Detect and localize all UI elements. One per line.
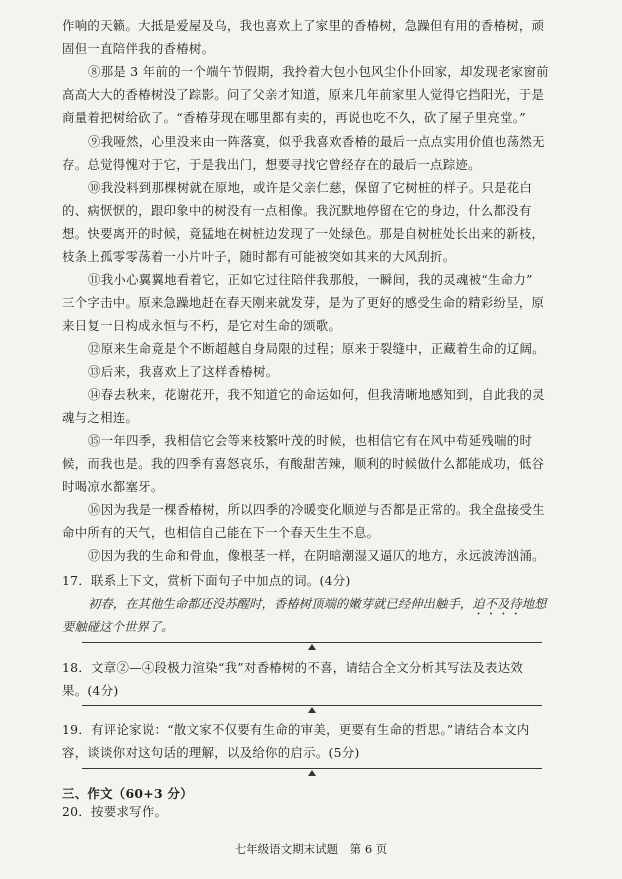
q17-sentence-part: 地想 bbox=[521, 596, 547, 611]
passage-line: 候，而我也是。我的四季有喜怒哀乐，有酸甜苦辣，顺利的时候做什么都能成功，低谷 bbox=[62, 456, 545, 471]
passage-line: 枝条上孤零零荡着一小片叶子，随时都有可能被突如其来的大风刮折。 bbox=[62, 249, 456, 264]
passage-line: 魂与之相连。 bbox=[62, 410, 139, 425]
passage-line: ⑰因为我的生命和骨血，像根茎一样，在阴暗潮湿又逼仄的地方，永远波涛汹涌。 bbox=[88, 548, 545, 563]
passage-line: 的、病恹恹的，跟印象中的树没有一点相像。我沉默地停留在它的身边，什么都没有 bbox=[62, 203, 532, 218]
answer-line bbox=[82, 768, 542, 769]
passage-line: 高高大大的香椿树没了踪影。问了父亲才知道，原来几年前家里人觉得它挡阳光，于是 bbox=[62, 87, 545, 102]
q17-sentence-part: 初春，在其他生命都还没苏醒时，香椿树顶端的嫩芽就已经伸出触手， bbox=[88, 596, 473, 611]
question-17-prompt: 17．联系上下文，赏析下面句子中加点的词。(4分) bbox=[62, 573, 351, 588]
question-17-sentence-end: 要触碰这个世界了。 bbox=[62, 619, 174, 634]
passage-line: ⑮一年四季，我相信它会等来枝繁叶茂的时候，也相信它有在风中苟延残喘的时 bbox=[88, 433, 533, 448]
passage-line: 命中所有的天气，也相信自己能在下一个春天生生不息。 bbox=[62, 525, 380, 540]
question-19-line: 19．有评论家说：“散文家不仅要有生命的审美，更要有生命的哲思。”请结合本文内 bbox=[62, 722, 530, 737]
passage-line: ⑪我小心翼翼地看着它，正如它过往陪伴我那般，一瞬间，我的灵魂被“生命力” bbox=[88, 272, 533, 287]
triangle-marker-icon bbox=[308, 707, 316, 713]
page-footer: 七年级语文期末试题 第 6 页 bbox=[234, 842, 388, 856]
question-17-sentence bbox=[88, 596, 546, 618]
answer-line bbox=[82, 642, 542, 643]
section-3-heading: 三、作文（60+3 分） bbox=[62, 786, 193, 801]
passage-line: ⑨我哑然，心里没来由一阵落寞，似乎我喜欢香椿的最后一点点实用价值也荡然无 bbox=[88, 134, 545, 149]
passage-line: ⑫原来生命竟是个不断超越自身局限的过程；原来于裂缝中，正藏着生命的辽阔。 bbox=[88, 341, 545, 356]
passage-line: 存。总觉得愧对于它，于是我出门，想要寻找它曾经存在的最后一点踪迹。 bbox=[62, 157, 481, 172]
passage-line: 作响的天籁。大抵是爱屋及乌，我也喜欢上了家里的香椿树，急躁但有用的香椿树，顽 bbox=[62, 18, 545, 33]
answer-line bbox=[82, 705, 542, 706]
passage-line: 想。快要离开的时候，竟猛地在树桩边发现了一处绿色。那是自树桩处长出来的新枝， bbox=[62, 226, 545, 241]
passage-line: ⑩我没料到那棵树就在原地，或许是父亲仁慈，保留了它树桩的样子。只是花白 bbox=[88, 180, 533, 195]
passage-line: 固但一直陪伴我的香椿树。 bbox=[62, 41, 215, 56]
triangle-marker-icon bbox=[308, 644, 316, 650]
passage-line: ⑯因为我是一棵香椿树，所以四季的冷暖变化顺逆与否都是正常的。我全盘接受生 bbox=[88, 502, 545, 517]
passage-line: 时喝凉水都塞牙。 bbox=[62, 479, 164, 494]
passage-line: ⑬后来，我喜欢上了这样香椿树。 bbox=[88, 364, 279, 379]
passage-line: 来日复一日构成永恒与不朽，是它对生命的颂歌。 bbox=[62, 318, 342, 333]
question-18-line: 果。(4分) bbox=[62, 683, 119, 698]
q17-dotted-word: 迫不及待 bbox=[472, 596, 522, 611]
question-18-line: 18．文章②—④段极力渲染“我”对香椿树的不喜，请结合全文分析其写法及表达效 bbox=[62, 660, 524, 675]
question-20-prompt: 20．按要求写作。 bbox=[62, 804, 168, 819]
question-19-line: 容，谈谈你对这句话的理解，以及给你的启示。(5分) bbox=[62, 745, 360, 760]
passage-line: 商量着把树给砍了。“香椿芽现在哪里都有卖的，再说也吃不久，砍了屋子里亮堂。” bbox=[62, 110, 526, 125]
passage-line: ⑧那是 3 年前的一个端午节假期，我拎着大包小包风尘仆仆回家，却发现老家窗前 bbox=[88, 64, 549, 79]
passage-line: ⑭春去秋来，花谢花开，我不知道它的命运如何，但我清晰地感知到，自此我的灵 bbox=[88, 387, 545, 402]
triangle-marker-icon bbox=[308, 770, 316, 776]
passage-line: 三个字击中。原来急躁地赶在春天刚来就发芽，是为了更好的感受生命的精彩纷呈，原 bbox=[62, 295, 545, 310]
